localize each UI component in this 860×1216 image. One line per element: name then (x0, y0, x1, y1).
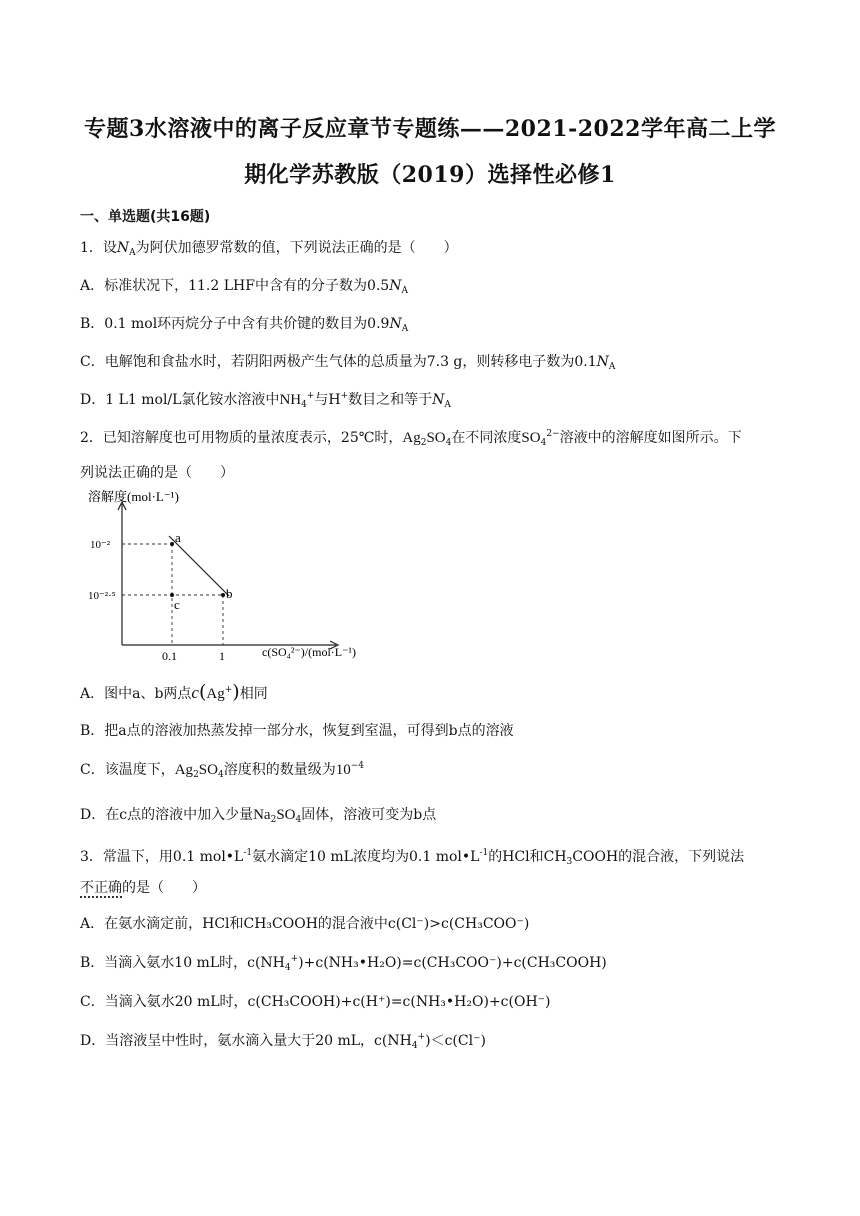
q3-option-c: C．当滴入氨水20 mL时，c(CH₃COOH)+c(H⁺)=c(NH₃•H₂O)+c(OH⁻) (80, 994, 551, 1010)
q3-stem: 3．常温下，用0.1 $mol•L^{-1}$氨水滴定10 mL浓度均为0.1 $mol•L^{-1}$的HCl和$CH_3COOH$的混合液，下列说法 (80, 848, 745, 867)
y-axis-label: 溶解度(mol·L⁻¹) (88, 490, 179, 504)
q3-option-a: A．在氨水滴定前，HCl和CH₃COOH的混合液中c(Cl⁻)>c(CH₃COO⁻) (80, 916, 530, 932)
q3-stem-line2: 不正确的是（ ） (80, 880, 206, 896)
q3-option-b: B．当滴入氨水10 mL时，$c(NH_4^+)+c(NH_3•H_2O)=c(CH_3COO^-)+c(CH_3COOH)$ (80, 954, 607, 973)
x-tick-1: 0.1 (162, 649, 177, 663)
point-b (221, 593, 225, 597)
solubility-chart (86, 490, 376, 670)
q1-option-c: C．电解饱和食盐水时，若阴阳两极产生气体的总质量为7.3 g，则转移电子数为$0.1N_A$ (80, 354, 616, 372)
q3-negation-emphasis: 不正确 (80, 880, 122, 896)
point-a (170, 542, 174, 546)
q3-option-d: D．当溶液呈中性时，氨水滴入量大于20 mL，$c(NH_4^+)<c(Cl^-)$ (80, 1032, 486, 1051)
section-heading: 一、单选题(共16题) (80, 209, 211, 225)
q1-option-a: A．标准状况下，11.2 LHF中含有的分子数为$0.5N_A$ (80, 278, 408, 296)
q1-option-b: B．0.1 mol环丙烷分子中含有共价键的数目为$0.9N_A$ (80, 316, 409, 334)
q2-option-b: B．把a点的溶液加热蒸发掉一部分水，恢复到室温，可得到b点的溶液 (80, 723, 514, 739)
y-tick-1: 10⁻² (90, 539, 111, 551)
line-ab (169, 536, 229, 596)
doc-title-line1: 专题3水溶液中的离子反应章节专题练——2021-2022学年高二上学 (84, 116, 776, 142)
q2-stem: 2．已知溶解度也可用物质的量浓度表示，25℃时，$Ag_2SO_4$在不同浓度$SO_4^{2-}$溶液中的溶解度如图所示。下 (80, 429, 742, 448)
q1-stem: 1．设$N_A$为阿伏加德罗常数的值，下列说法正确的是（ ） (80, 240, 458, 258)
point-a-label: a (175, 530, 181, 545)
point-c-label: c (174, 597, 180, 612)
q1-option-d: D．1 L1 mol/L氯化铵水溶液中$NH_4^+$与H+数目之和等于$N_A$ (80, 391, 451, 410)
point-b-label: b (226, 586, 233, 601)
x-tick-2: 1 (219, 649, 225, 663)
x-axis-label: c(SO₄²⁻)/(mol·L⁻¹) (262, 645, 357, 659)
q2-option-d: D．在c点的溶液中加入少量$Na_2SO_4$固体，溶液可变为b点 (80, 807, 437, 825)
q2-option-c: C．该温度下，$Ag_2SO_4$溶度积的数量级为$10^{-4}$ (80, 761, 364, 780)
q2-stem-line2: 列说法正确的是（ ） (80, 465, 234, 481)
q2-option-a: A．图中a、b两点c(Ag+)相同 (80, 681, 268, 703)
y-tick-2: 10⁻²·⁵ (88, 590, 116, 602)
doc-title-line2: 期化学苏教版（2019）选择性必修1 (244, 162, 616, 188)
